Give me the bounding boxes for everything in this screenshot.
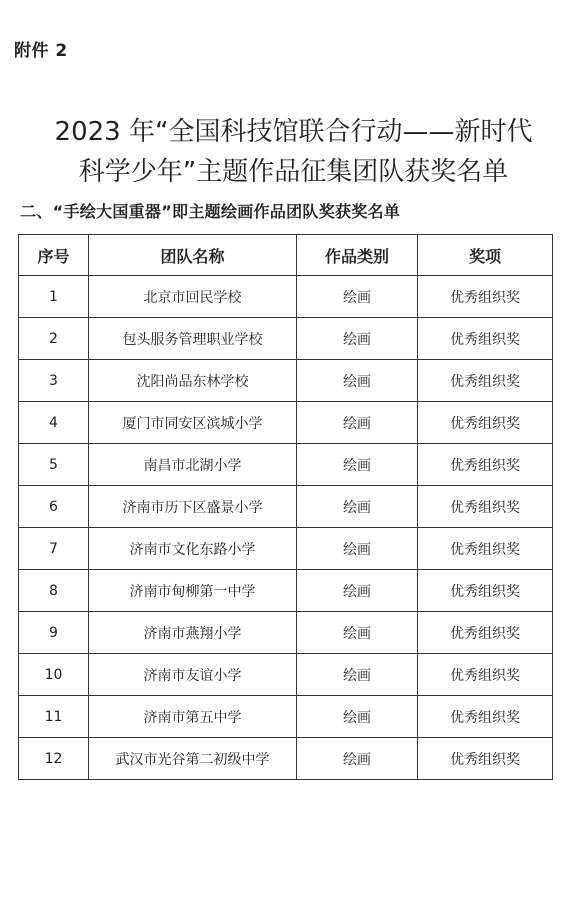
- row-number: 2: [19, 318, 89, 360]
- table-row: [19, 276, 553, 318]
- table-row: [19, 486, 553, 528]
- work-category: 绘画: [297, 444, 418, 486]
- table-header-row: [19, 235, 553, 276]
- work-category: 绘画: [297, 276, 418, 318]
- work-category: 绘画: [297, 612, 418, 654]
- work-category: 绘画: [297, 570, 418, 612]
- column-header-number: 序号: [19, 235, 89, 276]
- row-number: 6: [19, 486, 89, 528]
- row-number: 5: [19, 444, 89, 486]
- title-line-2: 科学少年”主题作品征集团队获奖名单: [78, 157, 509, 187]
- team-name: 北京市回民学校: [89, 276, 297, 318]
- section-subtitle: 二、“手绘大国重器”即主题绘画作品团队奖获奖名单: [20, 202, 401, 221]
- team-name: 包头服务管理职业学校: [89, 318, 297, 360]
- row-number: 9: [19, 612, 89, 654]
- column-header-category: 作品类别: [297, 235, 418, 276]
- work-category: 绘画: [297, 738, 418, 780]
- award-name: 优秀组织奖: [418, 654, 553, 696]
- attachment-label: 附件 2: [14, 41, 68, 61]
- row-number: 8: [19, 570, 89, 612]
- row-number: 10: [19, 654, 89, 696]
- award-name: 优秀组织奖: [418, 528, 553, 570]
- title-line-1: 2023 年“全国科技馆联合行动——新时代: [54, 117, 533, 147]
- work-category: 绘画: [297, 360, 418, 402]
- table-row: [19, 360, 553, 402]
- document-title: [0, 112, 587, 192]
- work-category: 绘画: [297, 654, 418, 696]
- table-row: [19, 738, 553, 780]
- award-name: 优秀组织奖: [418, 444, 553, 486]
- work-category: 绘画: [297, 318, 418, 360]
- team-name: 济南市历下区盛景小学: [89, 486, 297, 528]
- row-number: 7: [19, 528, 89, 570]
- team-name: 南昌市北湖小学: [89, 444, 297, 486]
- award-table: [18, 234, 553, 780]
- award-name: 优秀组织奖: [418, 486, 553, 528]
- award-name: 优秀组织奖: [418, 276, 553, 318]
- row-number: 1: [19, 276, 89, 318]
- row-number: 3: [19, 360, 89, 402]
- table-row: [19, 444, 553, 486]
- award-name: 优秀组织奖: [418, 696, 553, 738]
- team-name: 武汉市光谷第二初级中学: [89, 738, 297, 780]
- column-header-award: 奖项: [418, 235, 553, 276]
- team-name: 沈阳尚品东林学校: [89, 360, 297, 402]
- team-name: 济南市第五中学: [89, 696, 297, 738]
- row-number: 11: [19, 696, 89, 738]
- award-name: 优秀组织奖: [418, 318, 553, 360]
- table-row: [19, 318, 553, 360]
- award-name: 优秀组织奖: [418, 738, 553, 780]
- table-row: [19, 612, 553, 654]
- team-name: 厦门市同安区滨城小学: [89, 402, 297, 444]
- award-name: 优秀组织奖: [418, 612, 553, 654]
- work-category: 绘画: [297, 528, 418, 570]
- team-name: 济南市甸柳第一中学: [89, 570, 297, 612]
- award-name: 优秀组织奖: [418, 402, 553, 444]
- table-row: [19, 528, 553, 570]
- work-category: 绘画: [297, 486, 418, 528]
- table-row: [19, 696, 553, 738]
- work-category: 绘画: [297, 696, 418, 738]
- award-name: 优秀组织奖: [418, 360, 553, 402]
- work-category: 绘画: [297, 402, 418, 444]
- row-number: 12: [19, 738, 89, 780]
- table-row: [19, 570, 553, 612]
- team-name: 济南市文化东路小学: [89, 528, 297, 570]
- team-name: 济南市友谊小学: [89, 654, 297, 696]
- table-row: [19, 654, 553, 696]
- row-number: 4: [19, 402, 89, 444]
- column-header-team: 团队名称: [89, 235, 297, 276]
- team-name: 济南市燕翔小学: [89, 612, 297, 654]
- award-name: 优秀组织奖: [418, 570, 553, 612]
- table-row: [19, 402, 553, 444]
